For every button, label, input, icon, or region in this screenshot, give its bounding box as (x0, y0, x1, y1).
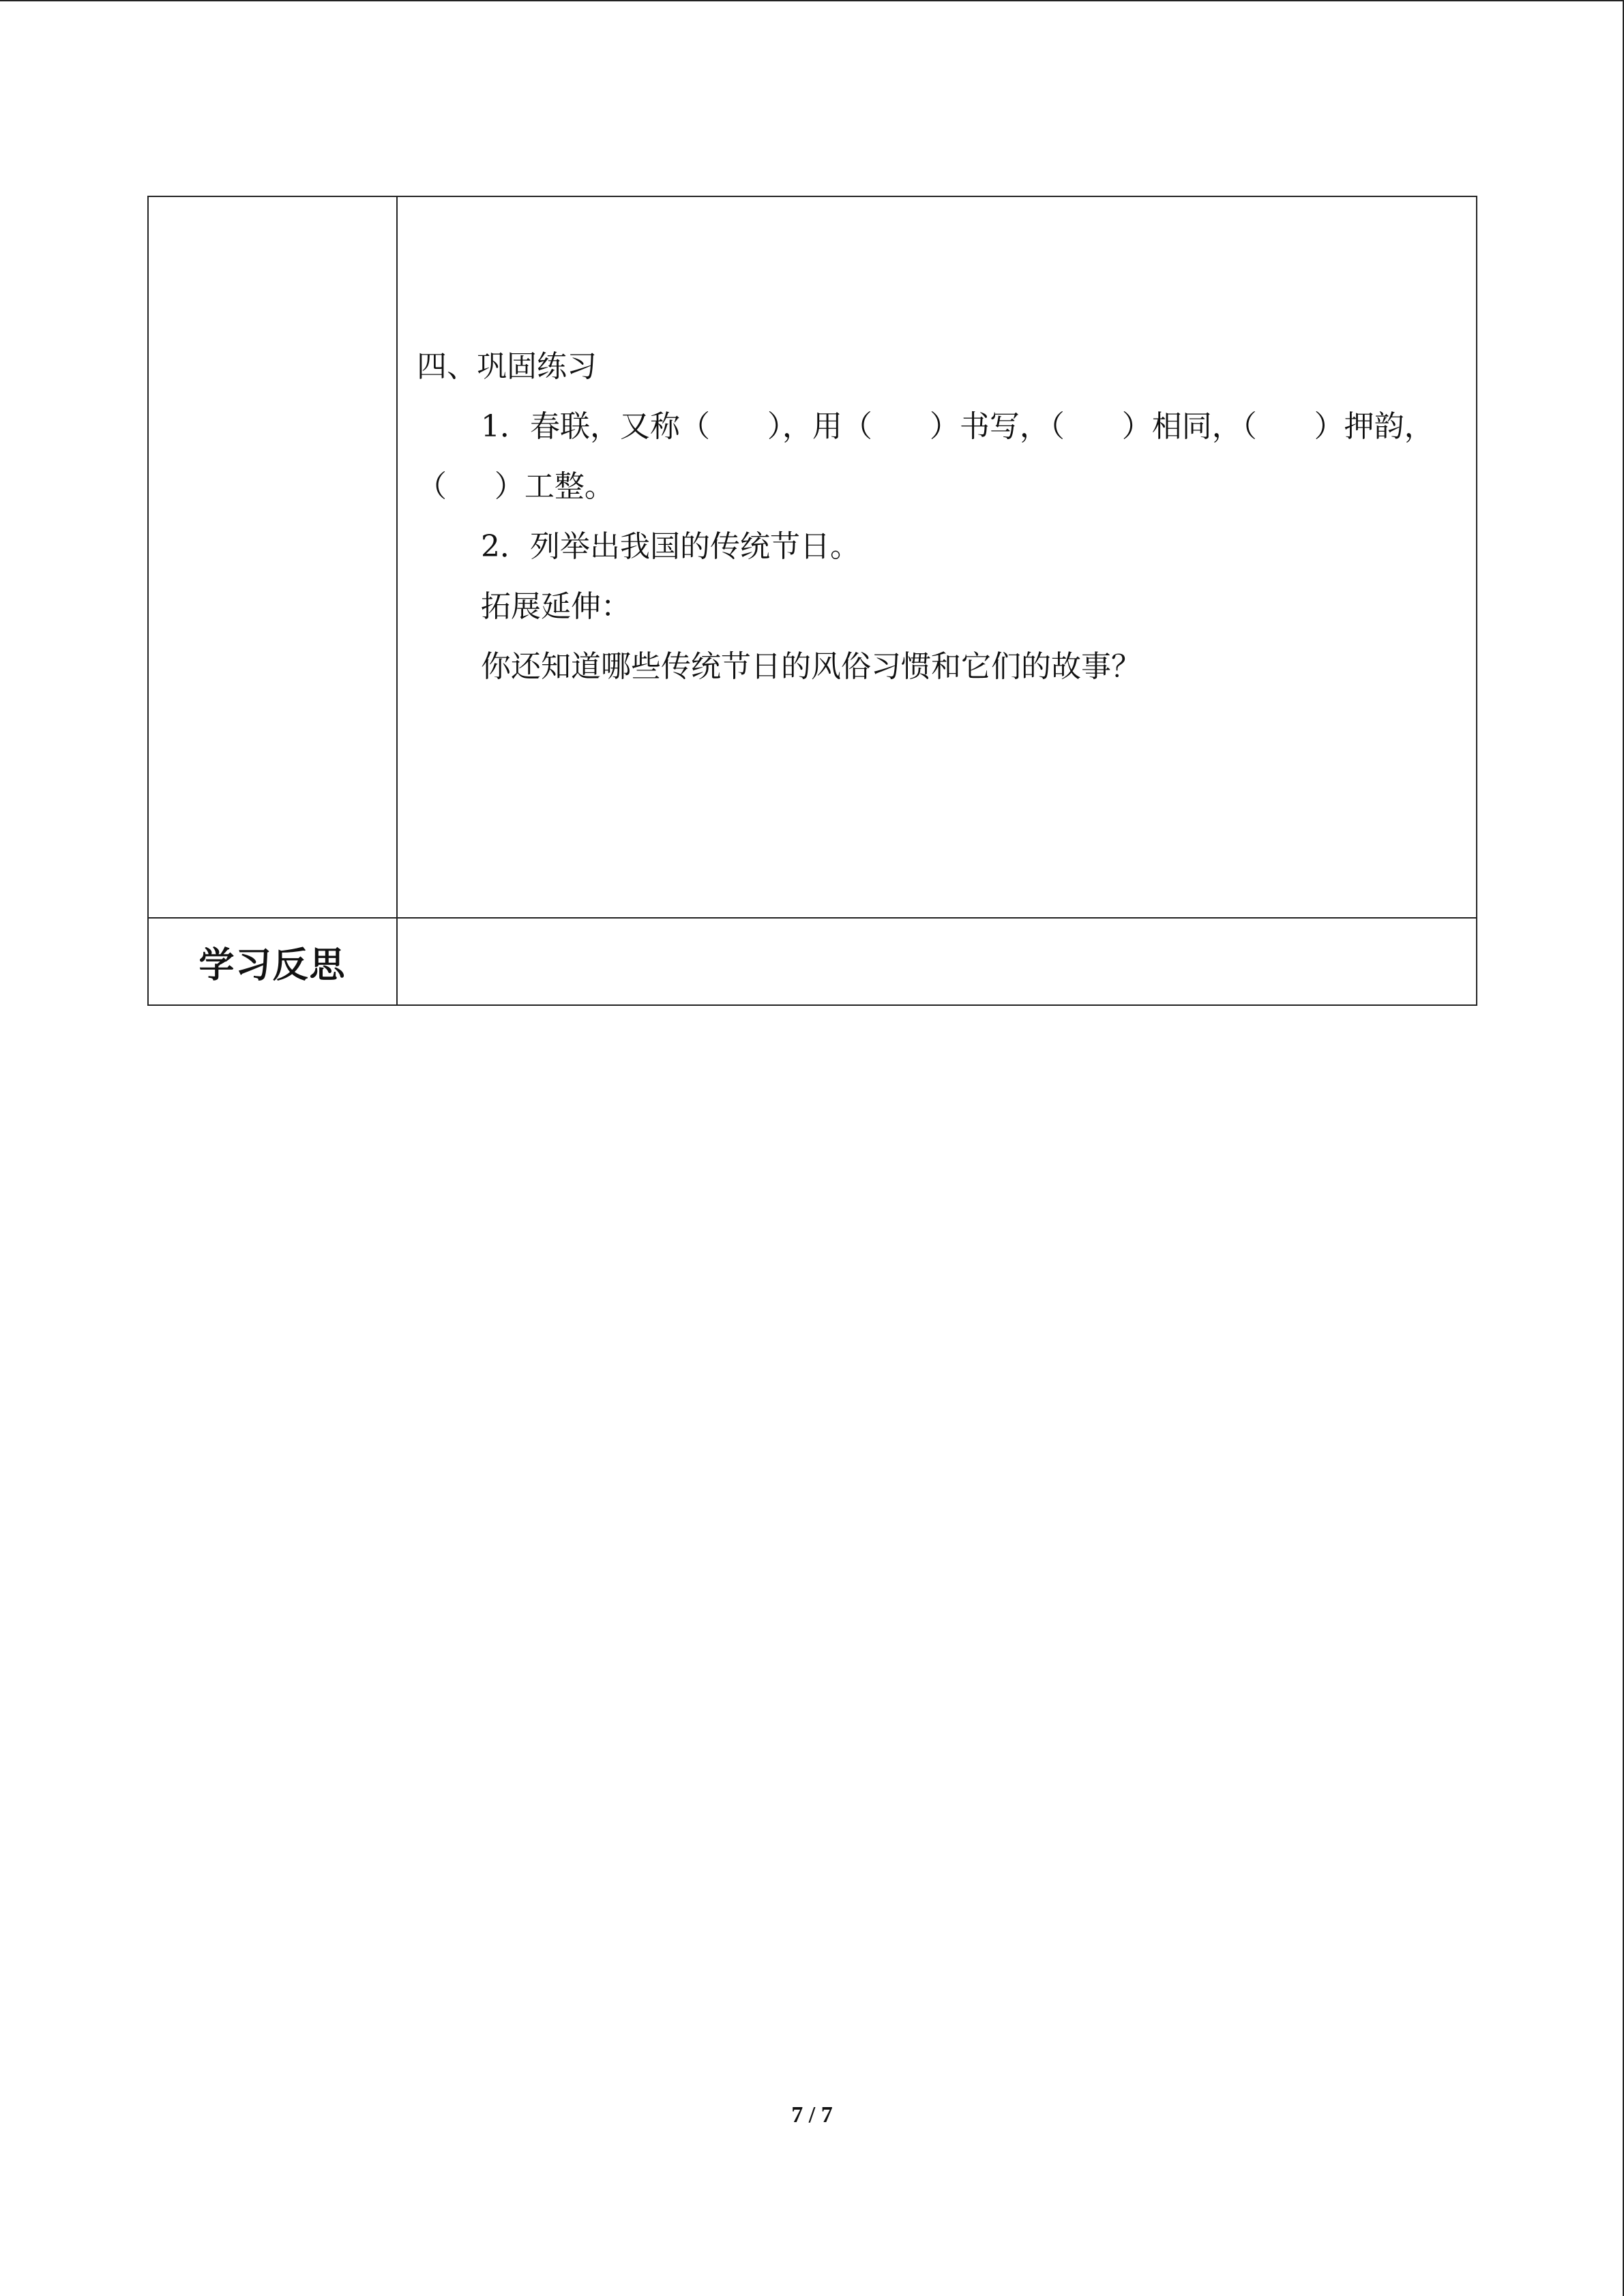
worksheet-table (147, 196, 1477, 1006)
reflection-row (148, 918, 1477, 1005)
question-1-line-2: （ ）工整。 (417, 469, 615, 504)
question-2: 2．列举出我国的传统节日。 (481, 529, 860, 564)
page-top-border (0, 0, 1623, 1)
extension-label: 拓展延伸： (481, 589, 631, 624)
reflection-label: 学习反思 (148, 918, 397, 1005)
section-title: 四、巩固练习 (417, 349, 597, 384)
exercise-content-cell (397, 196, 1477, 918)
extension-question: 你还知道哪些传统节日的风俗习惯和它们的故事？ (481, 649, 1141, 684)
page-number: 7 / 7 (791, 2102, 833, 2128)
exercise-row (148, 196, 1477, 918)
exercise-label-cell (148, 196, 397, 918)
exercise-content (398, 337, 1477, 697)
question-1-line-1: 1．春联，又称（ ），用（ ）书写，（ ）相同，（ ）押韵， (481, 409, 1434, 444)
reflection-content-cell[interactable] (397, 918, 1477, 1005)
